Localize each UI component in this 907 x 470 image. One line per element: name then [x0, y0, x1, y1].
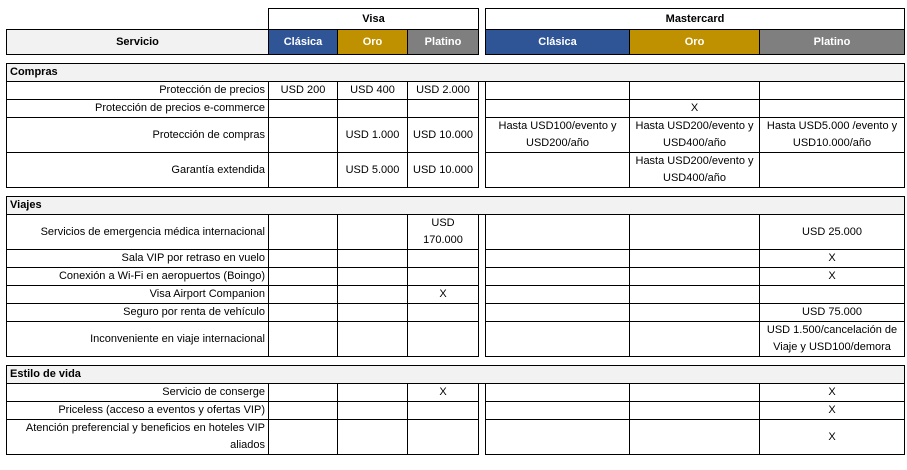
column-gap [479, 420, 486, 455]
mc-platino-cell [760, 286, 905, 304]
visa-oro-cell [338, 268, 408, 286]
service-label: Seguro por renta de vehículo [7, 304, 269, 322]
column-gap [479, 118, 486, 153]
mc-platino-cell [760, 153, 905, 188]
visa-clasica-cell [269, 420, 338, 455]
table-row [7, 250, 905, 268]
mc-clasica-cell [486, 402, 630, 420]
visa-oro-cell [338, 250, 408, 268]
mc-oro-cell [630, 420, 760, 455]
section-title: Estilo de vida [7, 366, 905, 384]
section-header-row [7, 197, 905, 215]
visa-oro-cell [338, 322, 408, 357]
table-row [7, 322, 905, 357]
visa-platino-cell [408, 420, 479, 455]
visa-platino-cell [408, 100, 479, 118]
section-gap [7, 188, 905, 197]
mc-platino-cell [760, 100, 905, 118]
mc-platino-cell [760, 82, 905, 100]
column-gap [479, 286, 486, 304]
mc-clasica-cell [486, 100, 630, 118]
service-label: Sala VIP por retraso en vuelo [7, 250, 269, 268]
mc-platino-cell: USD 75.000 [760, 304, 905, 322]
mc-clasica-cell [486, 384, 630, 402]
gap-cell [7, 188, 905, 197]
visa-oro-header: Oro [338, 30, 408, 55]
visa-oro-cell [338, 402, 408, 420]
table-row [7, 153, 905, 188]
section-gap [7, 55, 905, 64]
visa-oro-cell: USD 1.000 [338, 118, 408, 153]
visa-clasica-cell [269, 215, 338, 250]
column-gap [479, 304, 486, 322]
service-label: Atención preferencial y beneficios en hoteles VIP aliados [7, 420, 269, 455]
visa-clasica-cell [269, 286, 338, 304]
service-label: Conexión a Wi-Fi en aeropuertos (Boingo) [7, 268, 269, 286]
visa-oro-cell [338, 100, 408, 118]
visa-oro-cell [338, 286, 408, 304]
column-gap [479, 322, 486, 357]
mc-oro-cell [630, 384, 760, 402]
mc-oro-header: Oro [630, 30, 760, 55]
mc-oro-cell [630, 268, 760, 286]
visa-platino-cell: USD 10.000 [408, 153, 479, 188]
mc-platino-header: Platino [760, 30, 905, 55]
visa-platino-cell: USD 2.000 [408, 82, 479, 100]
mc-oro-cell [630, 82, 760, 100]
table-row [7, 402, 905, 420]
mc-clasica-cell [486, 268, 630, 286]
mc-clasica-cell [486, 153, 630, 188]
visa-platino-cell [408, 250, 479, 268]
section-title: Viajes [7, 197, 905, 215]
servicio-header: Servicio [7, 30, 269, 55]
mc-platino-cell: USD 25.000 [760, 215, 905, 250]
column-gap [479, 402, 486, 420]
mc-oro-cell [630, 304, 760, 322]
mc-clasica-cell [486, 82, 630, 100]
table-row [7, 82, 905, 100]
mc-clasica-cell [486, 322, 630, 357]
visa-clasica-cell [269, 304, 338, 322]
column-gap [479, 250, 486, 268]
column-gap [479, 215, 486, 250]
column-gap [479, 82, 486, 100]
mc-clasica-cell [486, 286, 630, 304]
mc-platino-cell: Hasta USD5.000 /evento y USD10.000/año [760, 118, 905, 153]
visa-oro-cell: USD 5.000 [338, 153, 408, 188]
service-label: Servicio de conserge [7, 384, 269, 402]
mc-oro-cell [630, 286, 760, 304]
column-gap [479, 30, 486, 55]
visa-platino-cell [408, 304, 479, 322]
blank-cell [7, 9, 269, 30]
benefits-table [6, 8, 905, 455]
mc-oro-cell [630, 250, 760, 268]
visa-oro-cell [338, 420, 408, 455]
visa-platino-cell [408, 322, 479, 357]
table-row [7, 420, 905, 455]
column-gap [479, 100, 486, 118]
table-row [7, 286, 905, 304]
service-label: Garantía extendida [7, 153, 269, 188]
mc-clasica-cell [486, 250, 630, 268]
visa-clasica-cell [269, 100, 338, 118]
service-label: Priceless (acceso a eventos y ofertas VIP) [7, 402, 269, 420]
service-label: Protección de precios e-commerce [7, 100, 269, 118]
service-label: Servicios de emergencia médica internacional [7, 215, 269, 250]
visa-platino-cell: USD 170.000 [408, 215, 479, 250]
table-row [7, 268, 905, 286]
visa-platino-cell [408, 268, 479, 286]
visa-platino-header: Platino [408, 30, 479, 55]
mc-oro-cell [630, 402, 760, 420]
mc-platino-cell: X [760, 384, 905, 402]
mc-oro-cell [630, 215, 760, 250]
table-row [7, 304, 905, 322]
visa-clasica-cell [269, 153, 338, 188]
visa-header: Visa [269, 9, 479, 30]
mc-oro-cell [630, 322, 760, 357]
visa-oro-cell [338, 384, 408, 402]
mc-oro-cell: Hasta USD200/evento y USD400/año [630, 153, 760, 188]
mastercard-header: Mastercard [486, 9, 905, 30]
mc-oro-cell: X [630, 100, 760, 118]
gap-cell [7, 357, 905, 366]
column-gap [479, 9, 486, 30]
mc-clasica-cell [486, 215, 630, 250]
service-label: Inconveniente en viaje internacional [7, 322, 269, 357]
mc-clasica-header: Clásica [486, 30, 630, 55]
visa-oro-cell [338, 304, 408, 322]
visa-clasica-cell [269, 118, 338, 153]
section-gap [7, 357, 905, 366]
mc-platino-cell: X [760, 402, 905, 420]
column-gap [479, 268, 486, 286]
mc-oro-cell: Hasta USD200/evento y USD400/año [630, 118, 760, 153]
table-row [7, 100, 905, 118]
visa-clasica-cell [269, 402, 338, 420]
table-row [7, 384, 905, 402]
section-header-row [7, 366, 905, 384]
mc-clasica-cell: Hasta USD100/evento y USD200/año [486, 118, 630, 153]
visa-clasica-cell [269, 268, 338, 286]
visa-platino-cell: USD 10.000 [408, 118, 479, 153]
visa-oro-cell: USD 400 [338, 82, 408, 100]
visa-clasica-cell [269, 250, 338, 268]
section-title: Compras [7, 64, 905, 82]
visa-clasica-header: Clásica [269, 30, 338, 55]
brand-header-row [7, 9, 905, 30]
table-row [7, 215, 905, 250]
service-label: Protección de compras [7, 118, 269, 153]
section-header-row [7, 64, 905, 82]
mc-platino-cell: X [760, 268, 905, 286]
mc-platino-cell: X [760, 420, 905, 455]
visa-clasica-cell: USD 200 [269, 82, 338, 100]
mc-clasica-cell [486, 420, 630, 455]
tier-header-row [7, 30, 905, 55]
column-gap [479, 384, 486, 402]
service-label: Visa Airport Companion [7, 286, 269, 304]
visa-platino-cell: X [408, 286, 479, 304]
mc-platino-cell: X [760, 250, 905, 268]
table-row [7, 118, 905, 153]
gap-cell [7, 55, 905, 64]
visa-oro-cell [338, 215, 408, 250]
visa-platino-cell: X [408, 384, 479, 402]
column-gap [479, 153, 486, 188]
visa-platino-cell [408, 402, 479, 420]
mc-platino-cell: USD 1.500/cancelación de Viaje y USD100/demora [760, 322, 905, 357]
visa-clasica-cell [269, 384, 338, 402]
service-label: Protección de precios [7, 82, 269, 100]
mc-clasica-cell [486, 304, 630, 322]
visa-clasica-cell [269, 322, 338, 357]
